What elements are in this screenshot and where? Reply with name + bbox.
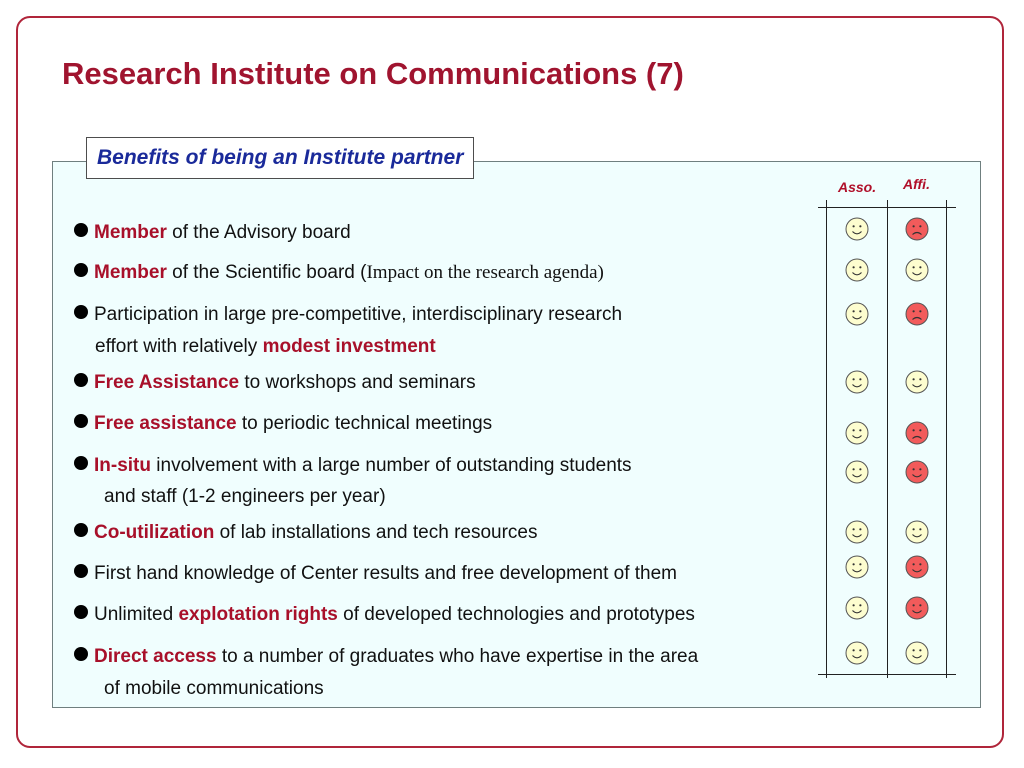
frown-face-icon [905,421,929,445]
benefit-text: to workshops and seminars [239,372,476,393]
grid-line-middle [887,200,888,678]
smiley-face-icon [845,520,869,544]
smiley-face-icon [845,460,869,484]
benefit-text: of developed technologies and prototypes [337,604,695,625]
benefit-text: involvement with a large number of outstanding students [151,455,632,476]
benefit-note: Impact on the research agenda) [366,262,604,283]
smiley-face-icon [905,641,929,665]
smiley-face-icon [845,370,869,394]
smiley-face-icon [905,596,929,620]
frown-face-icon [905,217,929,241]
benefit-item [74,408,492,440]
benefit-text: of lab installations and tech resources [214,522,538,543]
benefit-item [74,641,698,673]
benefit-item [74,517,538,549]
page-title: Research Institute on Communications (7) [62,56,684,91]
benefit-item [74,367,476,399]
frown-face-icon [905,302,929,326]
benefit-continuation: of mobile communications [104,678,324,699]
benefit-text: of the Scientific board ( [166,262,367,283]
panel-subtitle: Benefits of being an Institute partner [86,137,474,179]
benefit-text: to a number of graduates who have expertise in the area [216,646,699,667]
benefit-text: effort with relatively [95,336,263,357]
benefit-keyword: modest investment [262,336,436,357]
benefit-text: First hand knowledge of Center results and free development of them [94,563,677,584]
bullet [74,523,88,537]
bullet [74,223,88,237]
smiley-face-icon [905,555,929,579]
bullet [74,647,88,661]
benefit-keyword: Free assistance [94,413,237,434]
bullet [74,605,88,619]
benefit-item [74,450,632,482]
bullet [74,564,88,578]
benefit-item [74,257,604,289]
smiley-face-icon [845,217,869,241]
smiley-face-icon [905,520,929,544]
bullet [74,373,88,387]
column-header-affi: Affi. [903,176,930,192]
benefit-keyword: Free Assistance [94,372,240,393]
column-header-asso: Asso. [838,179,877,195]
benefit-continuation [95,333,436,361]
benefit-text: to periodic technical meetings [236,413,493,434]
smiley-face-icon [845,641,869,665]
bullet [74,263,88,277]
smiley-face-icon [905,370,929,394]
grid-line-left [826,200,827,678]
smiley-face-icon [845,555,869,579]
benefit-text: of the Advisory board [166,222,351,243]
benefit-item [74,299,622,331]
smiley-face-icon [845,302,869,326]
bullet [74,414,88,428]
benefit-item [74,599,695,631]
benefit-keyword: Member [94,222,167,243]
grid-line-right [946,200,947,678]
benefit-keyword: Co-utilization [94,522,215,543]
benefit-text: Unlimited [94,604,179,625]
bullet [74,305,88,319]
benefit-item [74,217,351,249]
benefit-keyword: Member [94,262,167,283]
bullet [74,456,88,470]
smiley-face-icon [845,421,869,445]
benefit-keyword: explotation rights [178,604,338,625]
benefit-text: Participation in large pre-competitive, interdisciplinary research [94,304,623,325]
smiley-face-icon [905,258,929,282]
smiley-face-icon [905,460,929,484]
benefit-item [74,558,677,590]
benefit-keyword: In-situ [94,455,151,476]
smiley-face-icon [845,258,869,282]
smiley-face-icon [845,596,869,620]
benefit-keyword: Direct access [94,646,217,667]
benefit-continuation: and staff (1-2 engineers per year) [104,486,386,507]
